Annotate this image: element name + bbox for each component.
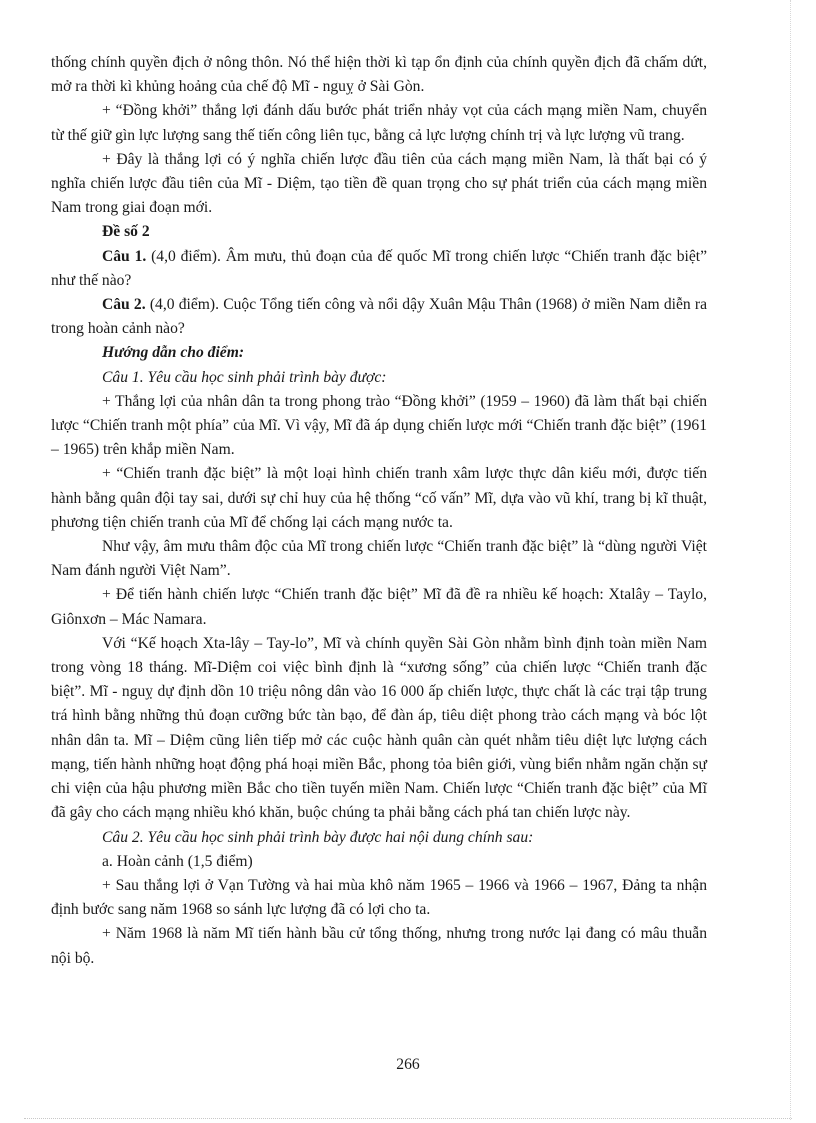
paragraph: + Thắng lợi của nhân dân ta trong phong trào “Đồng khởi” (1959 – 1960) đã làm thất bại chiến lược “Chiến tranh một phía” của Mĩ. Vì vậy, Mĩ đã áp dụng chiến lược mới “Chiến tranh đặc biệt” (1961 – 1965) trên khắp miền Nam. xyxy=(51,392,707,459)
paragraph: thống chính quyền địch ở nông thôn. Nó thể hiện thời kì tạp ổn định của chính quyền địch đã chấm dứt, mở ra thời kì khủng hoảng của chế độ Mĩ - nguỵ ở Sài Gòn. xyxy=(51,54,707,96)
margin-guide-right xyxy=(790,0,791,1120)
question-label: Câu 2. xyxy=(102,296,146,314)
question-text: (4,0 điểm). Cuộc Tổng tiến công và nổi dậy Xuân Mậu Thân (1968) ở miền Nam diễn ra trong hoàn cảnh nào? xyxy=(51,296,707,338)
question-label: Câu 1. xyxy=(102,247,147,265)
paragraph: + “Đồng khởi” thắng lợi đánh dấu bước phát triển nhảy vọt của cách mạng miền Nam, chuyển từ thế giữ gìn lực lượng sang thế tiến công liên tục, bằng cả lực lượng chính trị và lực lượng vũ trang. xyxy=(51,102,707,144)
question-text: (4,0 điểm). Âm mưu, thủ đoạn của đế quốc Mĩ trong chiến lược “Chiến tranh đặc biệt” như thế nào? xyxy=(51,247,707,289)
paragraph: + Để tiến hành chiến lược “Chiến tranh đặc biệt” Mĩ đã đề ra nhiều kế hoạch: Xtalây – Taylo, Giônxơn – Mác Namara. xyxy=(51,586,707,628)
page-bottom-rule xyxy=(24,1118,792,1119)
paragraph: a. Hoàn cảnh (1,5 điểm) xyxy=(102,852,253,870)
grading-heading: Hướng dẫn cho điểm: xyxy=(102,344,245,362)
answer-heading: Câu 1. Yêu cầu học sinh phải trình bày được: xyxy=(102,368,387,386)
paragraph: + “Chiến tranh đặc biệt” là một loại hình chiến tranh xâm lược thực dân kiểu mới, được tiến hành bằng quân đội tay sai, dưới sự chỉ huy của hệ thống “cố vấn” Mĩ, dựa vào vũ khí, trang bị kĩ thuật, phương tiện chiến tranh của Mĩ để chống lại cách mạng nước ta. xyxy=(51,465,707,531)
paragraph: Như vậy, âm mưu thâm độc của Mĩ trong chiến lược “Chiến tranh đặc biệt” là “dùng người Việt Nam đánh người Việt Nam”. xyxy=(51,538,707,580)
document-body xyxy=(51,51,707,971)
paragraph: + Đây là thắng lợi có ý nghĩa chiến lược đầu tiên của cách mạng miền Nam, là thất bại có ý nghĩa chiến lược đầu tiên của Mĩ - Diệm, tạo tiền đề quan trọng cho sự phát triển của cách mạng miền Nam trong giai đoạn mới. xyxy=(51,150,707,217)
paragraph: Với “Kế hoạch Xta-lây – Tay-lo”, Mĩ và chính quyền Sài Gòn nhằm bình định toàn miền Nam trong vòng 18 tháng. Mĩ-Diệm coi việc bình định là “xương sống” của chiến lược “Chiến tranh đặc biệt”. Mĩ - nguỵ dự định dồn 10 triệu nông dân vào 16 000 ấp chiến lược, thực chất là các trại tập trung trá hình bằng những thủ đoạn cưỡng bức tàn bạo, để đàn áp, tiêu diệt phong trào cách mạng và bóc lột nhân dân ta. Mĩ – Diệm cũng liên tiếp mở các cuộc hành quân càn quét nhằm tiêu diệt lực lượng cách mạng, tiến hành những hoạt động phá hoại miền Bắc, phong tỏa biên giới, vùng biển nhằm ngăn chặn sự chi viện của hậu phương miền Bắc cho tiền tuyến miền Nam. Chiến lược “Chiến tranh đặc biệt” của Mĩ đã gây cho cách mạng nhiều khó khăn, buộc chúng ta phải bằng cách phá tan chiến lược này. xyxy=(51,634,707,822)
answer-heading: Câu 2. Yêu cầu học sinh phải trình bày được hai nội dung chính sau: xyxy=(102,828,534,846)
question-paragraph xyxy=(51,245,707,293)
paragraph: + Sau thắng lợi ở Vạn Tường và hai mùa khô năm 1965 – 1966 và 1966 – 1967, Đảng ta nhận định bước sang năm 1968 so sánh lực lượng đã có lợi cho ta. xyxy=(51,876,707,919)
section-heading: Đề số 2 xyxy=(102,223,150,241)
question-paragraph xyxy=(51,293,707,341)
paragraph: + Năm 1968 là năm Mĩ tiến hành bầu cử tổng thống, nhưng trong nước lại đang có mâu thuẫn nội bộ. xyxy=(51,925,707,967)
page-number: 266 xyxy=(396,1056,420,1073)
